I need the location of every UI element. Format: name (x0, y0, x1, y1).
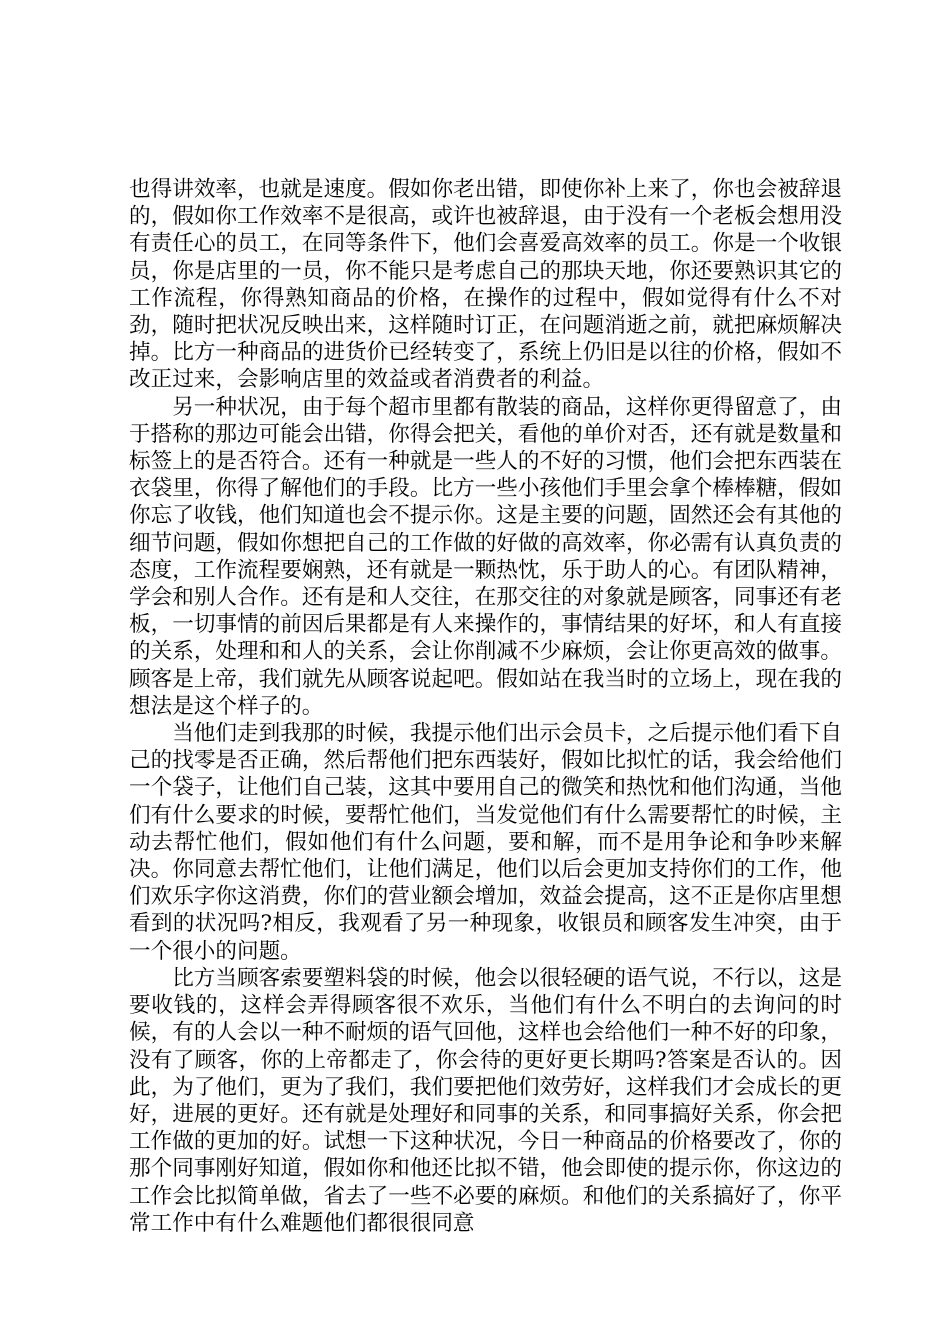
paragraph-3: 当他们走到我那的时候，我提示他们出示会员卡，之后提示他们看下自己的找零是否正确，然后帮他们把东西装好，假如比拟忙的话，我会给他们一个袋子，让他们自己装，这其中要用自己的微笑和热忱和他们沟通，当他们有什么要求的时候，要帮忙他们，当发觉他们有什么需要帮忙的时候，主动去帮忙他们，假如他们有什么问题，要和解，而不是用争论和争吵来解决。你同意去帮忙他们，让他们满足，他们以后会更加支持你们的工作，他们欢乐字你这消费，你们的营业额会增加，效益会提高，这不正是你店里想看到的状况吗?相反，我观看了另一种现象，收银员和顾客发生冲突，由于一个很小的问题。 (129, 721, 842, 964)
paragraph-4: 比方当顾客索要塑料袋的时候，他会以很轻硬的语气说，不行以，这是要收钱的，这样会弄得顾客很不欢乐，当他们有什么不明白的去询问的时候，有的人会以一种不耐烦的语气回他，这样也会给他们一种不好的印象，没有了顾客，你的上帝都走了，你会待的更好更长期吗?答案是否认的。因此，为了他们，更为了我们，我们要把他们效劳好，这样我们才会成长的更好，进展的更好。还有就是处理好和同事的关系，和同事搞好关系，你会把工作做的更加的好。试想一下这种状况，今日一种商品的价格要改了，你的那个同事刚好知道，假如你和他还比拟不错，他会即使的提示你，你这边的工作会比拟简单做，省去了一些不必要的麻烦。和他们的关系搞好了，你平常工作中有什么难题他们都很很同意 (129, 965, 842, 1236)
document-body (129, 176, 842, 1237)
paragraph-2: 另一种状况，由于每个超市里都有散装的商品，这样你更得留意了，由于搭称的那边可能会出错，你得会把关，看他的单价对否，还有就是数量和标签上的是否符合。还有一种就是一些人的不好的习惯，他们会把东西装在衣袋里，你得了解他们的手段。比方一些小孩他们手里会拿个棒棒糖，假如你忘了收钱，他们知道也会不提示你。这是主要的问题，固然还会有其他的细节问题，假如你想把自己的工作做的好做的高效率，你必需有认真负责的态度，工作流程要娴熟，还有就是一颗热忱，乐于助人的心。有团队精神，学会和别人合作。还有是和人交往，在那交往的对象就是顾客，同事还有老板，一切事情的前因后果都是有人来操作的，事情结果的好坏，和人有直接的关系，处理和和人的关系，会让你削减不少麻烦，会让你更高效的做事。顾客是上帝，我们就先从顾客说起吧。假如站在我当时的立场上，现在我的想法是这个样子的。 (129, 394, 842, 719)
paragraph-1: 也得讲效率，也就是速度。假如你老出错，即使你补上来了，你也会被辞退的，假如你工作效率不是很高，或许也被辞退，由于没有一个老板会想用没有责任心的员工，在同等条件下，他们会喜爱高效率的员工。你是一个收银员，你是店里的一员，你不能只是考虑自己的那块天地，你还要熟识其它的工作流程，你得熟知商品的价格，在操作的过程中，假如觉得有什么不对劲，随时把状况反映出来，这样随时订正，在问题消逝之前，就把麻烦解决掉。比方一种商品的进货价已经转变了，系统上仍旧是以往的价格，假如不改正过来，会影响店里的效益或者消费者的利益。 (129, 177, 842, 393)
